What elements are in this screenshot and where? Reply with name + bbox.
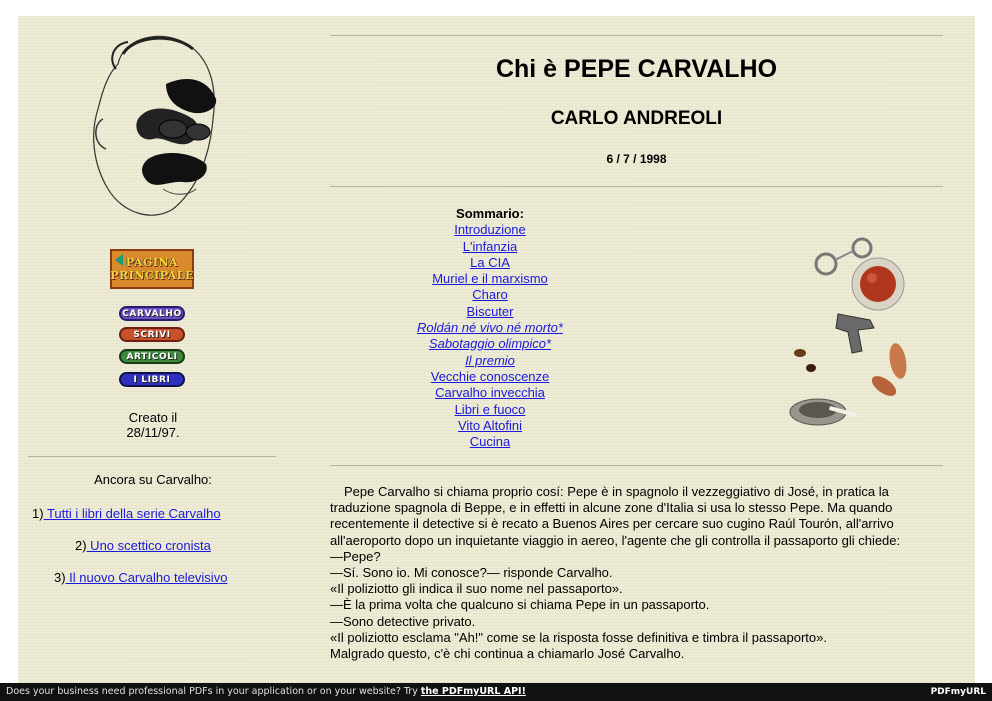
- banner-text: [6, 683, 526, 701]
- nav-scrivi-button[interactable]: SCRIVI: [119, 327, 185, 342]
- more-link-number: 1): [32, 506, 44, 521]
- toc-link-vecchie-conoscenze[interactable]: Vecchie conoscenze: [430, 368, 550, 384]
- more-link-tv-carvalho[interactable]: Il nuovo Carvalho televisivo: [65, 570, 228, 585]
- header-top-rule: [330, 35, 943, 36]
- home-button-line1: PAGINA: [125, 256, 179, 269]
- home-page-button[interactable]: [110, 249, 194, 289]
- back-arrow-icon: [115, 254, 123, 266]
- toc-link-sabotaggio[interactable]: Sabotaggio olimpico*: [428, 336, 552, 352]
- toc-link-cucina[interactable]: Cucina: [469, 434, 511, 450]
- article-line: —Sí. Sono io. Mi conosce?— risponde Carvalho.: [330, 565, 613, 581]
- nav-carvalho-button[interactable]: CARVALHO: [119, 306, 185, 321]
- carvalho-caricature: [78, 24, 228, 222]
- author-name: CARLO ANDREOLI: [550, 108, 723, 129]
- content-rule: [330, 465, 943, 466]
- article-line: «Il poliziotto gli indica il suo nome nel passaporto».: [330, 581, 623, 597]
- toc-link-introduzione[interactable]: Introduzione: [454, 222, 526, 238]
- sidebar-divider: [28, 456, 276, 457]
- toc-link-muriel[interactable]: Muriel e il marxismo: [432, 271, 548, 287]
- toc-link-cia[interactable]: La CIA: [470, 254, 510, 270]
- toc-link-libri-fuoco[interactable]: Libri e fuoco: [454, 401, 526, 417]
- toc-link-infanzia[interactable]: L'infanzia: [462, 238, 518, 254]
- more-link-all-books[interactable]: Tutti i libri della serie Carvalho: [43, 506, 221, 521]
- article-line: Malgrado questo, c'è chi continua a chiamarlo José Carvalho.: [330, 646, 685, 662]
- page-background: [18, 16, 975, 683]
- created-date: [88, 410, 218, 440]
- pdf-advert-banner: [0, 683, 992, 701]
- detective-still-life-illustration: [778, 236, 928, 426]
- banner-message: Does your business need professional PDFs in your application or on your website? Try: [6, 686, 421, 697]
- created-label: Creato il: [128, 410, 178, 425]
- banner-api-link[interactable]: the PDFmyURL API!: [420, 686, 526, 697]
- more-link-item: [32, 506, 221, 521]
- toc-link-charo[interactable]: Charo: [472, 287, 508, 303]
- pdfmyurl-logo[interactable]: PDFmyURL: [930, 687, 986, 697]
- more-link-number: 2): [75, 538, 87, 553]
- toc-link-premio[interactable]: Il premio: [465, 352, 515, 368]
- article-paragraph: Pepe Carvalho si chiama proprio cosí: Pepe è in spagnolo il vezzeggiativo di José, in pratica la traduzione spagnola di Beppe, e in effetti in alcune zone d'Italia si usa lo stesso Pepe. Ma quando recentemente il detective si è recato a Buenos Aires per cercare suo cugino Raúl Tourón, all'arrivo all'aeroporto dopo un inquietante viaggio in aereo, l'agente che gli controlla il passaporto gli chiede:: [330, 484, 901, 548]
- more-link-sceptic-reporter[interactable]: Uno scettico cronista: [86, 538, 211, 553]
- article-line: —Pepe?: [330, 548, 381, 564]
- toc-link-roldan[interactable]: Roldán né vivo né morto*: [417, 320, 563, 336]
- article-line: —È la prima volta che qualcuno si chiama Pepe in un passaporto.: [330, 597, 710, 613]
- header-bottom-rule: [330, 186, 943, 187]
- publication-date: 6 / 7 / 1998: [606, 152, 667, 166]
- more-links-title: Ancora su Carvalho:: [94, 472, 212, 487]
- more-link-item: [54, 570, 227, 585]
- more-link-number: 3): [54, 570, 66, 585]
- article-body: [330, 484, 920, 662]
- page-title: Chi è PEPE CARVALHO: [495, 55, 778, 83]
- toc-link-carvalho-invecchia[interactable]: Carvalho invecchia: [435, 385, 545, 401]
- created-value: 28/11/97.: [126, 425, 180, 440]
- toc-link-biscuter[interactable]: Biscuter: [466, 303, 514, 319]
- nav-articoli-button[interactable]: ARTICOLI: [119, 349, 185, 364]
- summary-title: Sommario:: [456, 206, 524, 221]
- nav-libri-button[interactable]: I LIBRI: [119, 372, 185, 387]
- more-link-item: [75, 538, 211, 553]
- home-button-line2: PRINCIPALE: [110, 269, 194, 282]
- table-of-contents: [390, 206, 590, 450]
- article-line: —Sono detective privato.: [330, 613, 476, 629]
- article-line: «Il poliziotto esclama "Ah!" come se la risposta fosse definitiva e timbra il passaporto».: [330, 629, 827, 645]
- toc-link-vito-altofini[interactable]: Vito Altofini: [457, 417, 523, 433]
